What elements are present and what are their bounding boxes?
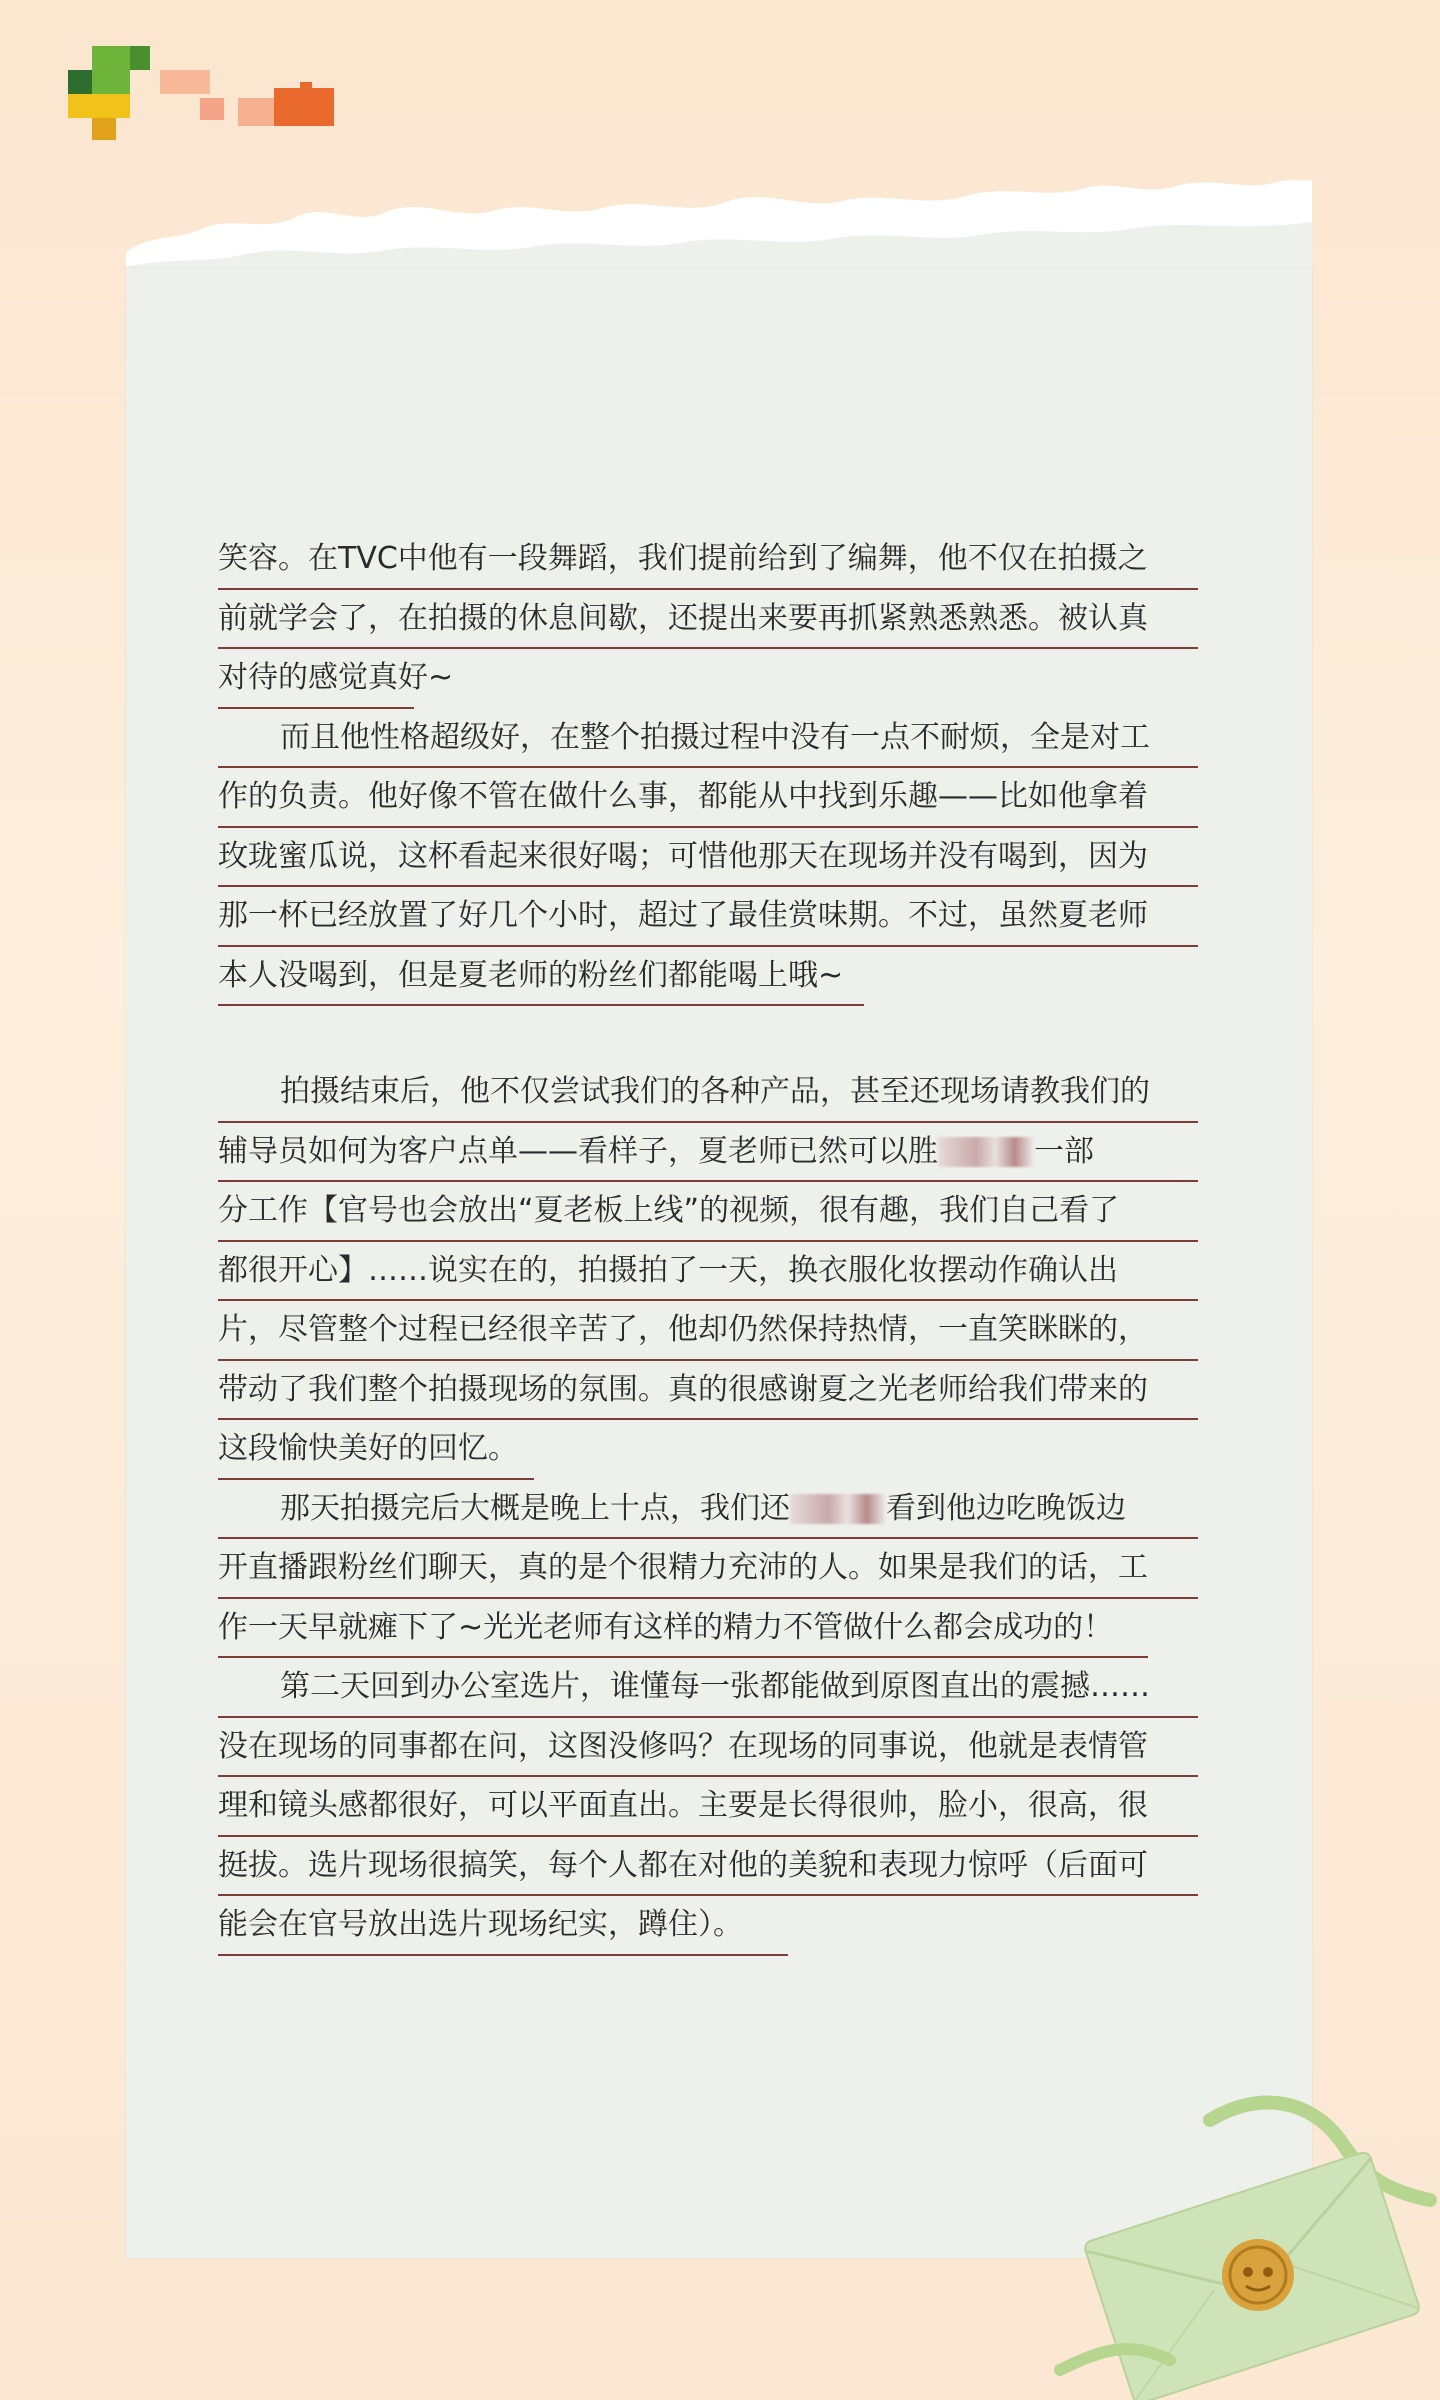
paragraph-4 [218, 1480, 1198, 1659]
text-line: 作一天早就瘫下了~光光老师有这样的精力不管做什么都会成功的！ [218, 1599, 1148, 1659]
paragraph-2 [218, 709, 1198, 1007]
text-line: 片，尽管整个过程已经很辛苦了，他却仍然保持热情，一直笑眯眯的， [218, 1301, 1198, 1361]
text-line: 拍摄结束后，他不仅尝试我们的各种产品，甚至还现场请教我们的 [218, 1063, 1198, 1123]
text-line: 作的负责。他好像不管在做什么事，都能从中找到乐趣——比如他拿着 [218, 768, 1198, 828]
text-line: 笑容。在TVC中他有一段舞蹈，我们提前给到了编舞，他不仅在拍摄之 [218, 530, 1198, 590]
text-line: 而且他性格超级好，在整个拍摄过程中没有一点不耐烦，全是对工 [218, 709, 1198, 769]
text-line: 分工作【官号也会放出“夏老板上线”的视频，很有趣，我们自己看了 [218, 1182, 1198, 1242]
paragraph-5 [218, 1658, 1198, 1956]
text-line: 这段愉快美好的回忆。 [218, 1420, 534, 1480]
text-line: 玫珑蜜瓜说，这杯看起来很好喝；可惜他那天在现场并没有喝到，因为 [218, 828, 1198, 888]
text-line: 没在现场的同事都在问，这图没修吗？在现场的同事说，他就是表情管 [218, 1718, 1198, 1778]
text-line: 都很开心】……说实在的，拍摄拍了一天，换衣服化妆摆动作确认出 [218, 1242, 1198, 1302]
redacted-text [790, 1494, 886, 1524]
torn-paper-edge [126, 172, 1312, 282]
redacted-text [938, 1137, 1034, 1167]
text-line: 辅导员如何为客户点单——看样子，夏老师已然可以胜 一部 [218, 1123, 1198, 1183]
text-line: 那一杯已经放置了好几个小时，超过了最佳赏味期。不过，虽然夏老师 [218, 887, 1198, 947]
text-line: 那天拍摄完后大概是晚上十点，我们还 看到他边吃晚饭边 [218, 1480, 1198, 1540]
logo-icon [68, 46, 358, 142]
text-line: 理和镜头感都很好，可以平面直出。主要是长得很帅，脸小，很高，很 [218, 1777, 1198, 1837]
text-line: 能会在官号放出选片现场纪实，蹲住）。 [218, 1896, 788, 1956]
text-line: 本人没喝到，但是夏老师的粉丝们都能喝上哦~ [218, 947, 864, 1007]
wax-seal-icon [1222, 2239, 1294, 2311]
article-body [218, 530, 1198, 1956]
envelope-icon [1060, 2080, 1440, 2400]
text-line: 开直播跟粉丝们聊天，真的是个很精力充沛的人。如果是我们的话，工 [218, 1539, 1198, 1599]
paragraph-gap [218, 1006, 1198, 1063]
text-line: 带动了我们整个拍摄现场的氛围。真的很感谢夏之光老师给我们带来的 [218, 1361, 1198, 1421]
text-line: 第二天回到办公室选片，谁懂每一张都能做到原图直出的震撼…… [218, 1658, 1198, 1718]
text-line: 挺拔。选片现场很搞笑，每个人都在对他的美貌和表现力惊呼（后面可 [218, 1837, 1198, 1897]
text-line: 对待的感觉真好~ [218, 649, 414, 709]
text-line: 前就学会了，在拍摄的休息间歇，还提出来要再抓紧熟悉熟悉。被认真 [218, 590, 1198, 650]
paragraph-1 [218, 530, 1198, 709]
paragraph-3 [218, 1063, 1198, 1480]
